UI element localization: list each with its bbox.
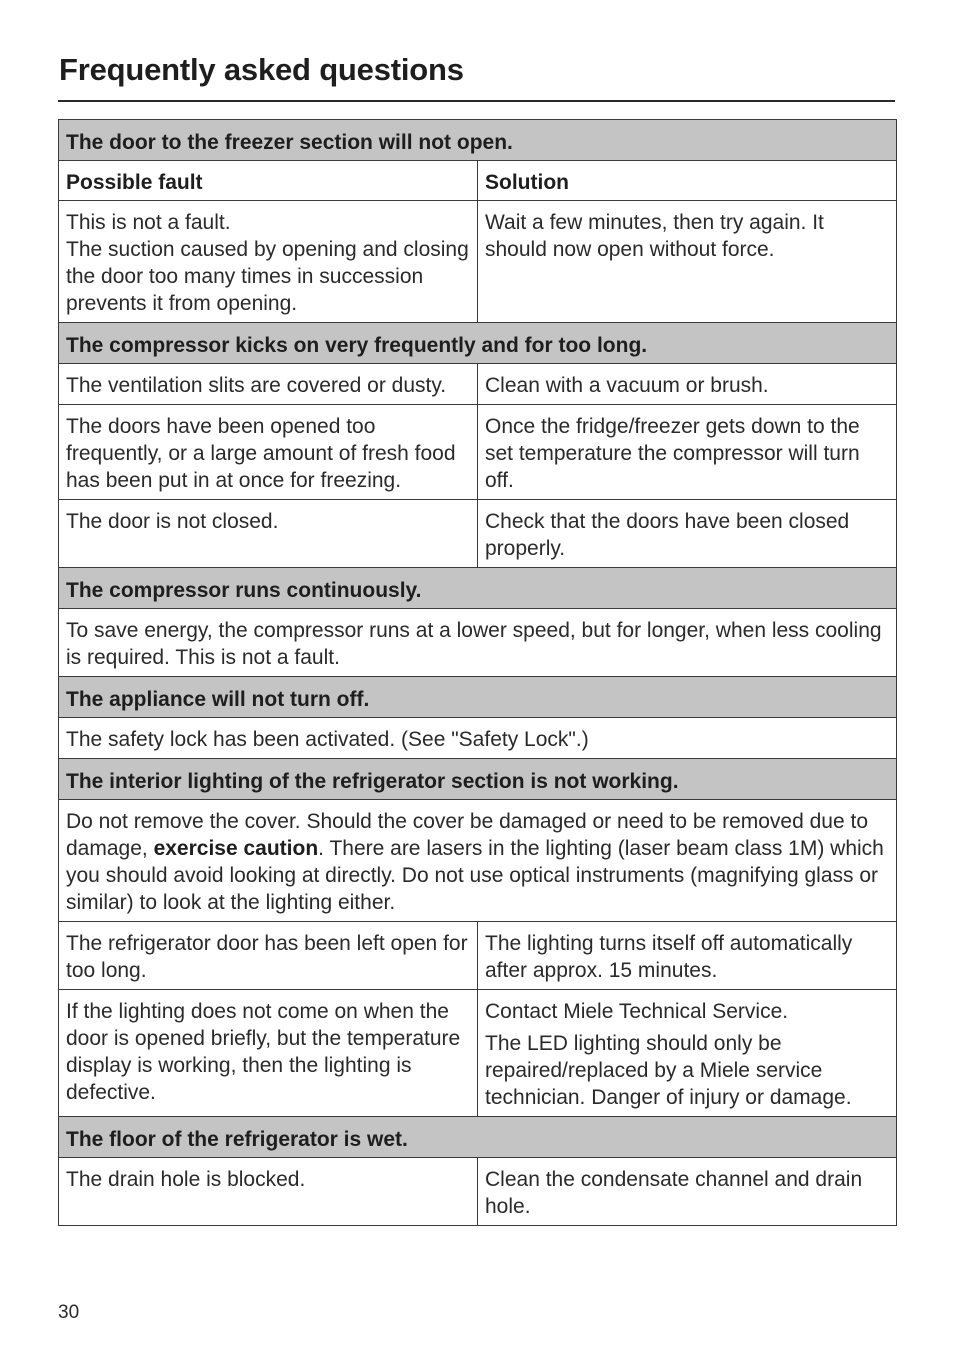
column-header-solution: Solution — [478, 161, 897, 201]
table-row — [59, 405, 897, 500]
column-header-fault: Possible fault — [59, 161, 478, 201]
page-number: 30 — [58, 1302, 80, 1323]
fault-cell: The door is not closed. — [59, 500, 478, 568]
fault-cell: The drain hole is blocked. — [59, 1158, 478, 1226]
solution-paragraph: Contact Miele Technical Service. — [485, 1000, 789, 1023]
table-row — [59, 718, 897, 759]
table-row — [59, 500, 897, 568]
faq-table — [58, 119, 897, 1226]
solution-cell: Wait a few minutes, then try again. It should now open without force. — [478, 201, 897, 323]
section-header-interior-lighting — [59, 759, 897, 800]
warning-text: Do not remove the cover. Should the cover be damaged or need to be removed due to damage, — [66, 810, 869, 860]
warning-note-cell — [59, 800, 897, 922]
solution-cell: The lighting turns itself off automatically after approx. 15 minutes. — [478, 922, 897, 990]
fault-cell — [59, 201, 478, 323]
section-header-compressor-continuous — [59, 568, 897, 609]
section-header-appliance-off — [59, 677, 897, 718]
fault-cell: The doors have been opened too frequently, or a large amount of fresh food has been put in at once for freezing. — [59, 405, 478, 500]
solution-cell: Clean the condensate channel and drain hole. — [478, 1158, 897, 1226]
solution-cell: Check that the doors have been closed properly. — [478, 500, 897, 568]
table-row — [59, 800, 897, 922]
fault-line: The suction caused by opening and closing the door too many times in succession prevents it from opening. — [66, 238, 469, 315]
solution-paragraph: The LED lighting should only be repaired/replaced by a Miele service technician. Danger of injury or damage. — [485, 1032, 852, 1109]
fault-cell: The ventilation slits are covered or dusty. — [59, 364, 478, 405]
section-heading: The compressor runs continuously. — [59, 568, 897, 609]
title-divider — [58, 100, 895, 102]
solution-cell — [478, 990, 897, 1117]
page-title: Frequently asked questions — [59, 52, 464, 87]
table-row — [59, 609, 897, 677]
fault-line: This is not a fault. — [66, 211, 231, 234]
note-cell: The safety lock has been activated. (See "Safety Lock".) — [59, 718, 897, 759]
fault-cell: The refrigerator door has been left open for too long. — [59, 922, 478, 990]
section-heading: The interior lighting of the refrigerator section is not working. — [59, 759, 897, 800]
column-header-row — [59, 161, 897, 201]
section-header-wet-floor — [59, 1117, 897, 1158]
warning-emphasis: exercise caution — [153, 837, 319, 860]
table-row — [59, 922, 897, 990]
warning-text: . There are lasers in the lighting (laser beam class 1M) which you should avoid looking at directly. Do not use optical instruments (magnifying glass or similar) to look at the lighting either. — [66, 837, 884, 914]
table-row — [59, 1158, 897, 1226]
table-row — [59, 364, 897, 405]
solution-cell: Clean with a vacuum or brush. — [478, 364, 897, 405]
table-row — [59, 201, 897, 323]
section-header-compressor-frequent — [59, 323, 897, 364]
section-heading: The appliance will not turn off. — [59, 677, 897, 718]
fault-cell: If the lighting does not come on when the door is opened briefly, but the temperature display is working, then the lighting is defective. — [59, 990, 478, 1117]
note-cell: To save energy, the compressor runs at a lower speed, but for longer, when less cooling is required. This is not a fault. — [59, 609, 897, 677]
section-heading: The floor of the refrigerator is wet. — [59, 1117, 897, 1158]
solution-cell: Once the fridge/freezer gets down to the set temperature the compressor will turn off. — [478, 405, 897, 500]
section-heading: The compressor kicks on very frequently and for too long. — [59, 323, 897, 364]
section-header-freezer-door — [59, 120, 897, 161]
section-heading: The door to the freezer section will not open. — [59, 120, 897, 161]
table-row — [59, 990, 897, 1117]
